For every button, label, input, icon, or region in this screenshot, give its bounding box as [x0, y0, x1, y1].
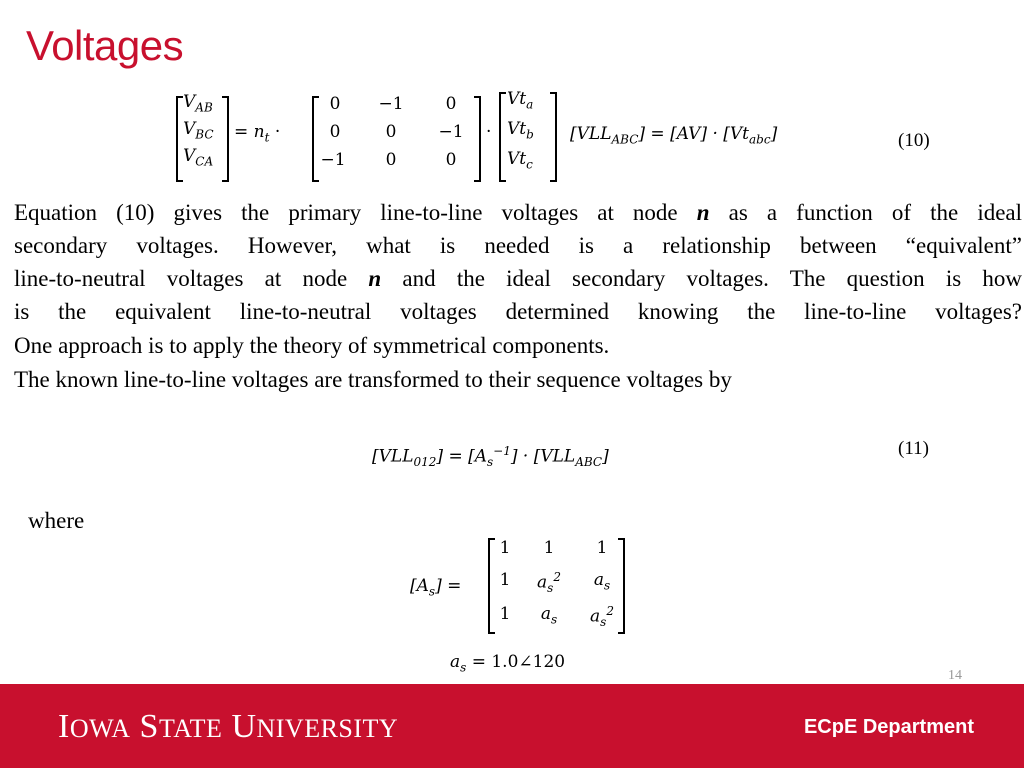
as-matrix-cell: $a_s$	[540, 604, 558, 627]
slide-title: Voltages	[26, 22, 184, 69]
as-matrix-cell: 1	[543, 538, 555, 558]
matrix-cell: 0	[329, 94, 341, 114]
as-matrix-lhs: $[A_s]$ =	[410, 576, 462, 599]
paragraph-line-5: One approach is to apply the theory of symmetrical components.	[14, 333, 610, 358]
university-wordmark: IOWA STATE UNIVERSITY	[58, 708, 399, 745]
lhs-right-bracket	[222, 96, 229, 182]
paragraph-line-3: line-to-neutral voltages at node n and the ideal secondary voltages. The question is how	[14, 266, 1023, 291]
matrix-cell: 0	[385, 150, 397, 170]
paragraph-line-6: The known line-to-line voltages are transformed to their sequence voltages by	[14, 367, 732, 392]
lhs-vab: $V_{AB}$	[183, 92, 213, 115]
matrix-cell: −1	[438, 122, 464, 142]
matrix-cell: 0	[445, 150, 457, 170]
lhs-vca: $V_{CA}$	[183, 146, 214, 169]
as-matrix-right-bracket	[618, 538, 625, 634]
equation-number-11: (11)	[898, 438, 929, 459]
vt-a: $Vt_a$	[507, 89, 534, 112]
matrix-cell: 0	[329, 122, 341, 142]
eq10-equals-nt: = $n_t$ ·	[234, 122, 281, 145]
page-number: 14	[948, 668, 962, 683]
vt-b: $Vt_b$	[507, 119, 534, 142]
equation-number-10: (10)	[898, 130, 930, 151]
lhs-left-bracket	[176, 96, 183, 182]
as-definition: $a_s$ = 1.0∠120	[450, 652, 566, 675]
as-matrix-cell: 1	[596, 538, 608, 558]
as-matrix-cell: 1	[499, 604, 511, 624]
matrix-right-bracket	[474, 96, 481, 182]
as-matrix-cell: $a_s^2$	[590, 604, 614, 630]
as-matrix-cell: $a_s^2$	[537, 570, 561, 596]
matrix-cell: 0	[385, 122, 397, 142]
eq10-compact-form: $[VLL_{ABC}] = [AV] \cdot [Vt_{abc}]$	[570, 124, 778, 147]
vt-left-bracket	[499, 92, 506, 182]
as-matrix-cell: 1	[499, 538, 511, 558]
paragraph-line-4: is the equivalent line-to-neutral voltages determined knowing the line-to-line voltages?	[14, 299, 1022, 324]
lhs-vbc: $V_{BC}$	[183, 119, 214, 142]
paragraph-line-2: secondary voltages. However, what is needed is a relationship between “equivalent”	[14, 233, 1022, 258]
department-label: ECpE Department	[803, 716, 974, 738]
matrix-cell: 0	[445, 94, 457, 114]
matrix-cell: −1	[378, 94, 404, 114]
vt-right-bracket	[550, 92, 557, 182]
eq10-dot: ·	[486, 122, 492, 142]
vt-c: $Vt_c$	[507, 149, 533, 172]
as-matrix-cell: $a_s$	[593, 570, 611, 593]
as-matrix-cell: 1	[499, 570, 511, 590]
equation-11: $[VLL_{012}] = [A_s^{-1}] \cdot [VLL_{ABC}]$	[372, 444, 609, 470]
paragraph-line-1: Equation (10) gives the primary line-to-line voltages at node n as a function of the ideal	[14, 200, 1023, 225]
matrix-cell: −1	[320, 150, 346, 170]
where-label: where	[28, 508, 85, 533]
